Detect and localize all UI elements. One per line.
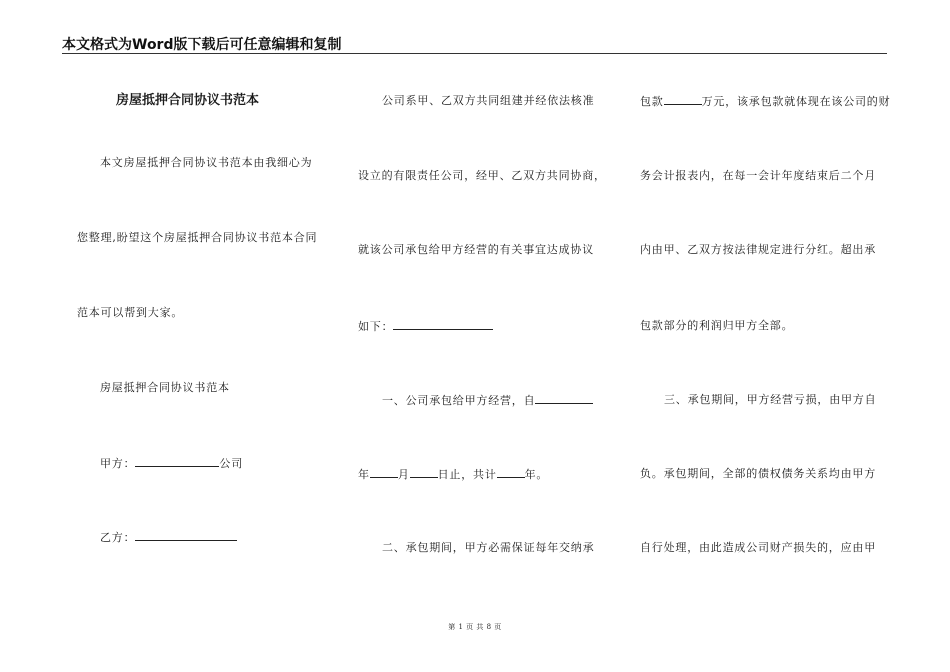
clause-2-line: 二、承包期间，甲方必需保证每年交纳承 [382, 541, 595, 554]
paragraph-line: 负。承包期间，全部的债权债务关系均由甲方 [640, 467, 876, 480]
paragraph-line: 自行处理，由此造成公司财产损失的，应由甲 [640, 541, 876, 554]
party-a-line [100, 456, 243, 471]
clause-1-line [382, 393, 593, 408]
paragraph-line: 务会计报表内，在每一会计年度结束后二个月 [640, 169, 876, 182]
clause-1-text: 一、公司承包给甲方经营，自 [382, 394, 536, 407]
line-suffix: 万元，该承包款就体现在该公司的财 [701, 95, 891, 108]
year-label: 年 [358, 468, 370, 481]
page-header: 本文格式为Word版下载后可任意编辑和复制 [62, 37, 342, 53]
paragraph-line: 包款部分的利润归甲方全部。 [640, 319, 794, 332]
paragraph-line: 本文房屋抵押合同协议书范本由我细心为 [100, 156, 313, 169]
party-a-blank [135, 456, 219, 467]
day-blank [410, 467, 438, 478]
line-prefix: 如下： [358, 320, 394, 333]
party-b-blank [135, 530, 237, 541]
paragraph-line: 设立的有限责任公司，经甲、乙双方共同协商， [358, 169, 606, 182]
line-prefix: 包款 [640, 95, 664, 108]
month-label: 月 [397, 468, 410, 481]
paragraph-line: 内由甲、乙双方按法律规定进行分红。超出承 [640, 243, 876, 256]
party-b-label: 乙方： [100, 531, 136, 544]
paragraph-line: 您整理,盼望这个房屋抵押合同协议书范本合同 [77, 231, 318, 244]
header-divider [62, 53, 887, 54]
start-date-blank [535, 393, 593, 404]
years-label: 年。 [524, 468, 549, 481]
amount-blank [664, 94, 702, 105]
document-title: 房屋抵押合同协议书范本 [116, 93, 260, 108]
paragraph-line: 公司系甲、乙双方共同组建并经依法核准 [382, 94, 595, 107]
party-a-label: 甲方： [100, 457, 136, 470]
years-count-blank [497, 467, 525, 478]
clause-3-line: 三、承包期间，甲方经营亏损，由甲方自 [664, 393, 877, 406]
paragraph-line: 就该公司承包给甲方经营的有关事宜达成协议 [358, 243, 594, 256]
day-label: 日止，共计 [437, 468, 497, 481]
paragraph-line [640, 94, 890, 109]
party-a-suffix: 公司 [219, 457, 244, 470]
party-b-line [100, 530, 237, 545]
section-heading: 房屋抵押合同协议书范本 [100, 381, 230, 394]
paragraph-line: 范本可以帮到大家。 [77, 306, 184, 319]
blank-field [393, 319, 493, 330]
date-range-line [358, 467, 548, 482]
page-number: 第 1 页 共 8 页 [448, 623, 502, 631]
month-blank [370, 467, 398, 478]
paragraph-line [358, 319, 493, 334]
